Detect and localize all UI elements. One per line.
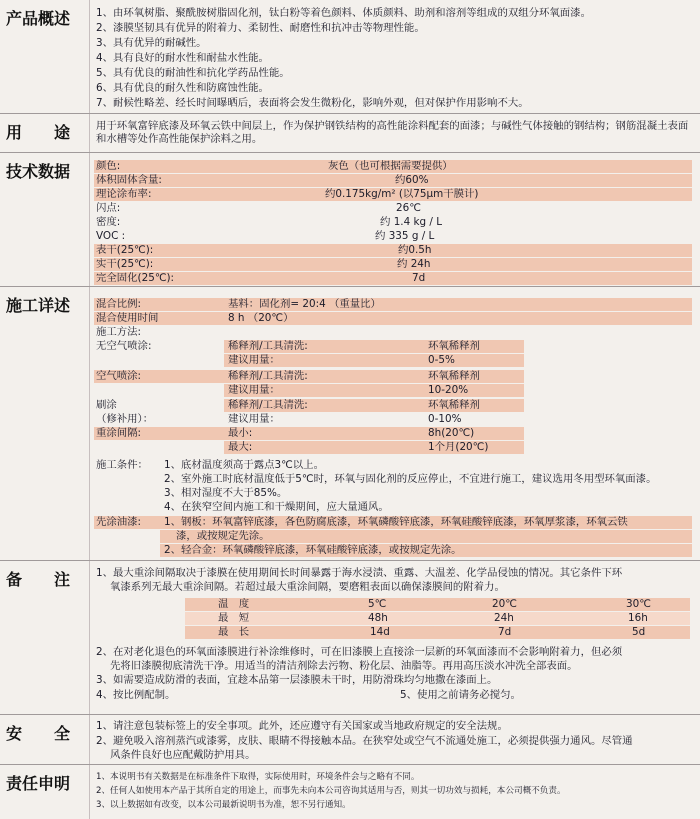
tech-value: 26℃ — [396, 202, 421, 214]
mix-ratio-label: 混合比例: — [96, 298, 142, 310]
tech-label: 体积固体含量: — [96, 174, 162, 186]
interval-table-cell: 最 短 — [218, 612, 250, 624]
interval-table-cell: 最 长 — [218, 626, 250, 638]
primer-item: 漆，或按规定先涂。 — [176, 530, 270, 542]
note-item: 5、使用之前请务必搅匀。 — [400, 689, 521, 701]
tech-value: 约 1.4 kg / L — [380, 216, 443, 228]
air-row-label: 建议用量： — [228, 384, 280, 396]
tech-value: 灰色（也可根据需要提供） — [328, 160, 453, 172]
tech-label: 密度: — [96, 216, 121, 228]
primer-item: 2、轻合金：环氧磷酸锌底漆，环氧硅酸锌底漆，或按规定先涂。 — [164, 544, 462, 556]
condition-item: 3、相对湿度不大于85%。 — [164, 487, 288, 499]
brush-label: 刷涂 — [96, 399, 117, 411]
overview-item: 5、具有优良的耐油性和抗化学药品性能。 — [96, 67, 290, 79]
section-disclaimer — [0, 764, 700, 819]
tech-label: 闪点: — [96, 202, 121, 214]
overview-item: 7、耐候性略差、经长时间曝晒后，表面将会发生微粉化，影响外观，但对保护作用影响不大。 — [96, 97, 529, 109]
interval-table-cell: 16h — [628, 612, 648, 624]
tech-value: 约0.175kg/m² (以75μm干膜计) — [325, 188, 479, 200]
brush-row-value: 0-10% — [428, 413, 462, 425]
overview-item: 2、漆膜坚韧具有优异的附着力、柔韧性、耐磨性和抗冲击等物理性能。 — [96, 22, 425, 34]
tech-value: 7d — [412, 272, 426, 284]
overview-item: 3、具有优异的耐碱性。 — [96, 37, 207, 49]
tech-label: 完全固化(25℃): — [96, 272, 175, 284]
section-notes — [0, 560, 700, 714]
usage-text: 用于环氧富锌底漆及环氧云铁中间层上，作为保护钢铁结构的高性能涂料配套的面漆；与碱性气体接触的钢结构；钢筋混凝土表面和水槽等处作高性能保护涂料之用。 — [96, 120, 689, 145]
notes-heading: 备 注 — [6, 570, 71, 589]
interval-table-header: 5℃ — [368, 598, 387, 610]
recoat-row-label: 最大: — [228, 441, 253, 453]
airless-row-value: 0-5% — [428, 354, 455, 366]
interval-table-cell: 7d — [498, 626, 512, 638]
pot-life-value: 8 h （20℃） — [228, 312, 294, 324]
interval-table-cell: 48h — [368, 612, 388, 624]
pot-life-label: 混合使用时间 — [96, 312, 159, 324]
overview-item: 6、具有优良的耐久性和防腐蚀性能。 — [96, 82, 269, 94]
airless-row-label: 建议用量： — [228, 354, 280, 366]
disclaimer-heading: 责任申明 — [6, 774, 71, 793]
section-application — [0, 286, 700, 560]
conditions-label: 施工条件： — [96, 459, 148, 471]
section-usage — [0, 113, 700, 152]
air-row-value: 环氧稀释剂 — [428, 370, 480, 382]
method-label: 施工方法: — [96, 326, 142, 338]
tech-heading: 技术数据 — [6, 162, 71, 181]
note-item: 4、按比例配制。 — [96, 689, 176, 701]
tech-value: 约0.5h — [398, 244, 432, 256]
tech-label: VOC : — [96, 230, 126, 242]
brush-row-value: 环氧稀释剂 — [428, 399, 480, 411]
note-item: 氧漆系列无最大重涂间隔。若超过最大重涂间隔，要磨粗表面以确保漆膜间的附着力。 — [110, 581, 505, 593]
note-item: 1、最大重涂间隔取决于漆膜在使用期间长时间暴露于海水浸渍、重露、大温差、化学品侵蚀的情况。其它条件下环 — [96, 567, 623, 579]
note-item: 2、在对老化退色的环氧面漆膜进行补涂维修时，可在旧漆膜上直接涂一层新的环氧面漆而不会影响附着力，但必须 — [96, 646, 623, 658]
mix-ratio-value: 基料：固化剂= 20:4 （重量比） — [228, 298, 381, 310]
interval-table-cell: 24h — [494, 612, 514, 624]
brush-row-label: 建议用量： — [228, 413, 280, 425]
tech-value: 约 24h — [397, 258, 431, 270]
airless-row-label: 稀释剂/工具清洗: — [228, 340, 308, 352]
disclaimer-item: 3、以上数据如有改变，以本公司最新说明书为准，恕不另行通知。 — [96, 800, 351, 810]
tech-label: 理论涂布率: — [96, 188, 152, 200]
usage-heading: 用 途 — [6, 123, 71, 142]
recoat-label: 重涂间隔: — [96, 427, 142, 439]
tech-label: 颜色: — [96, 160, 121, 172]
safety-item: 2、避免吸入溶剂蒸汽或漆雾，皮肤、眼睛不得接触本品。在狭窄处或空气不流通处施工，必须提供强力通风。尽管通 — [96, 735, 633, 747]
primer-item: 1、钢板：环氧富锌底漆，各色防腐底漆，环氧磷酸锌底漆，环氧硅酸锌底漆，环氧厚浆漆，环氧云铁 — [164, 516, 628, 528]
interval-table-header: 30℃ — [626, 598, 651, 610]
safety-item: 风条件良好也应配戴防护用具。 — [110, 749, 256, 761]
overview-item: 4、具有良好的耐水性和耐盐水性能。 — [96, 52, 269, 64]
section-overview — [0, 0, 700, 113]
condition-item: 1、底材温度须高于露点3℃以上。 — [164, 459, 324, 471]
tech-label: 表干(25℃): — [96, 244, 154, 256]
brush-sub: （修补用）： — [96, 413, 154, 425]
brush-row-label: 稀释剂/工具清洗: — [228, 399, 308, 411]
recoat-row-value: 1个月(20℃) — [428, 441, 489, 453]
airless-label: 无空气喷涂: — [96, 340, 152, 352]
interval-table-cell: 5d — [632, 626, 646, 638]
disclaimer-item: 2、任何人如使用本产品于其所自定的用途上，而事先未向本公司咨询其适用与否，则其一切功效与损耗，本公司概不负责。 — [96, 786, 566, 796]
recoat-row-value: 8h(20℃) — [428, 427, 475, 439]
air-row-value: 10-20% — [428, 384, 469, 396]
interval-table-header: 温 度 — [218, 598, 250, 610]
air-row-label: 稀释剂/工具清洗: — [228, 370, 308, 382]
condition-item: 4、在狭窄空间内施工和干燥期间，应大量通风。 — [164, 501, 389, 513]
interval-table-cell: 14d — [370, 626, 390, 638]
tech-value: 约 335 g / L — [375, 230, 435, 242]
condition-item: 2、室外施工时底材温度低于5℃时，环氧与固化剂的反应停止，不宜进行施工，建议选用冬用型环氧面漆。 — [164, 473, 657, 485]
note-item: 先将旧漆膜彻底清洗干净。用适当的清洁剂除去污物、粉化层、油脂等。再用高压淡水冲洗全部表面。 — [110, 660, 578, 672]
overview-item: 1、由环氧树脂、聚酰胺树脂固化剂，钛白粉等着色颜料、体质颜料、助剂和溶剂等组成的双组分环氧面漆。 — [96, 7, 591, 19]
disclaimer-item: 1、本说明书有关数据是在标准条件下取得，实际使用时，环境条件会与之略有不同。 — [96, 772, 420, 782]
tech-label: 实干(25℃): — [96, 258, 154, 270]
application-heading: 施工详述 — [6, 296, 71, 315]
recoat-row-label: 最小: — [228, 427, 253, 439]
section-safety — [0, 714, 700, 764]
airless-row-value: 环氧稀释剂 — [428, 340, 480, 352]
primer-label: 先涂油漆: — [96, 516, 142, 528]
section-tech-data — [0, 152, 700, 286]
interval-table-header: 20℃ — [492, 598, 517, 610]
note-item: 3、如需要造成防滑的表面，宜趁本品第一层漆膜未干时，用防滑珠均匀地撒在漆面上。 — [96, 674, 498, 686]
tech-value: 约60% — [395, 174, 429, 186]
safety-heading: 安 全 — [6, 724, 71, 743]
overview-heading: 产品概述 — [6, 9, 71, 28]
safety-item: 1、请注意包装标签上的安全事项。此外，还应遵守有关国家或当地政府规定的安全法规。 — [96, 720, 508, 732]
air-label: 空气喷涂: — [96, 370, 142, 382]
